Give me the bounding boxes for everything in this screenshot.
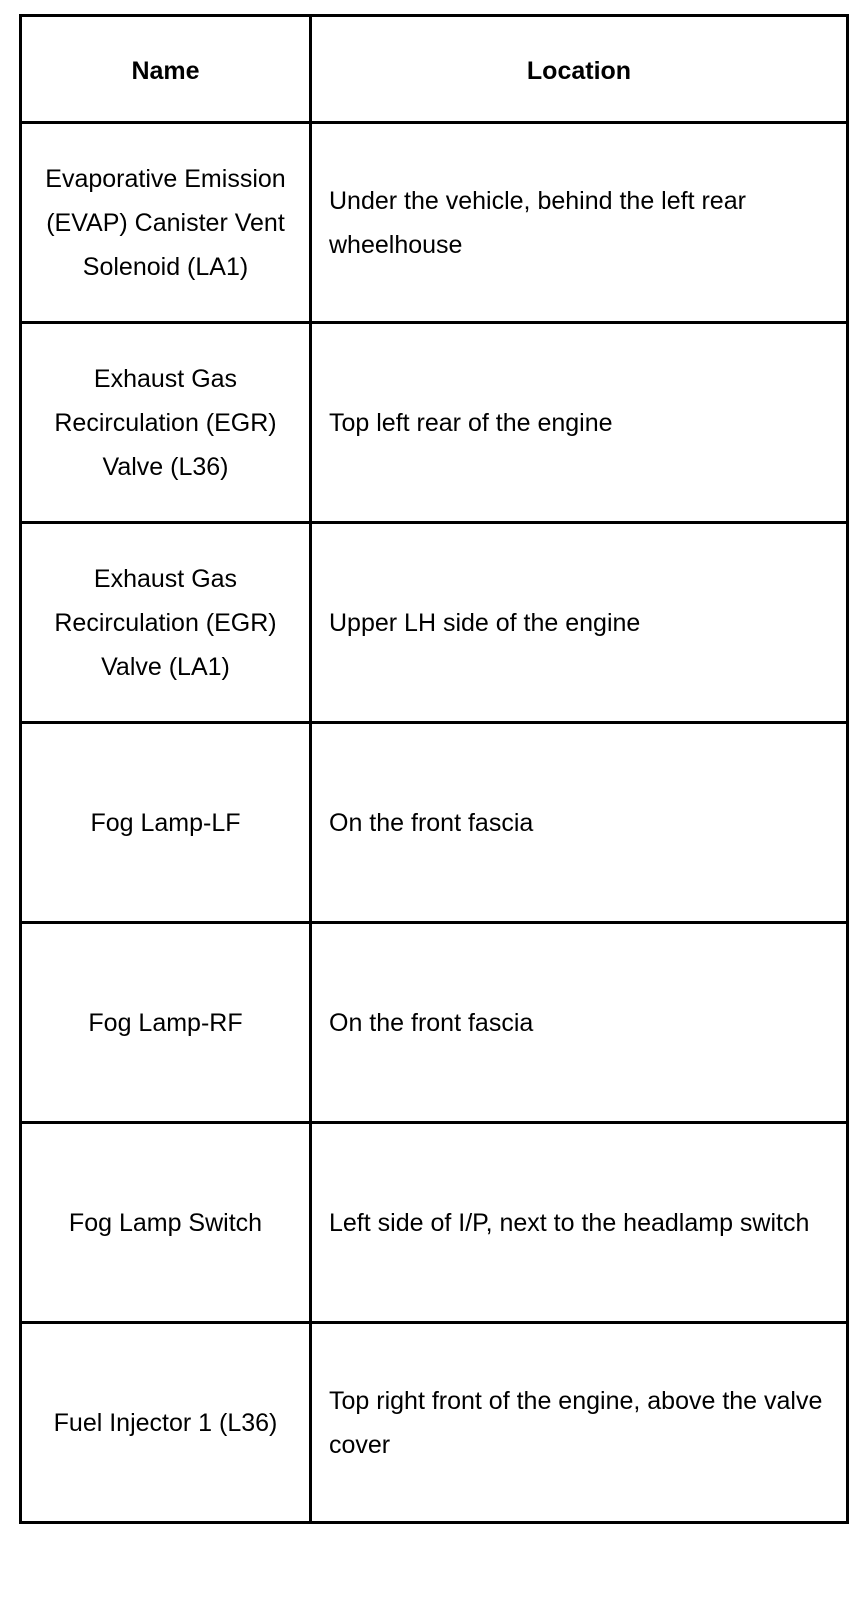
- table-row: [21, 123, 848, 323]
- component-location-cell: Left side of I/P, next to the headlamp switch: [311, 1123, 848, 1323]
- component-location-cell: On the front fascia: [311, 723, 848, 923]
- component-name-cell: Fog Lamp Switch: [21, 1123, 311, 1323]
- component-name-cell: Fog Lamp-LF: [21, 723, 311, 923]
- table-row: [21, 1123, 848, 1323]
- component-name-cell: Exhaust Gas Recirculation (EGR) Valve (L36): [21, 323, 311, 523]
- component-location-cell: Top right front of the engine, above the valve cover: [311, 1323, 848, 1523]
- table-header: [21, 16, 848, 123]
- table-row: [21, 723, 848, 923]
- component-location-cell: On the front fascia: [311, 923, 848, 1123]
- table-body: [21, 123, 848, 1523]
- component-location-cell: Under the vehicle, behind the left rear wheelhouse: [311, 123, 848, 323]
- header-row: [21, 16, 848, 123]
- component-location-table: [19, 14, 849, 1524]
- component-location-cell: Upper LH side of the engine: [311, 523, 848, 723]
- component-name-cell: Fuel Injector 1 (L36): [21, 1323, 311, 1523]
- component-name-cell: Evaporative Emission (EVAP) Canister Vent Solenoid (LA1): [21, 123, 311, 323]
- component-name-cell: Exhaust Gas Recirculation (EGR) Valve (LA1): [21, 523, 311, 723]
- table-row: [21, 1323, 848, 1523]
- table-row: [21, 523, 848, 723]
- name-column-header: Name: [21, 16, 311, 123]
- table-row: [21, 923, 848, 1123]
- location-column-header: Location: [311, 16, 848, 123]
- component-location-cell: Top left rear of the engine: [311, 323, 848, 523]
- component-name-cell: Fog Lamp-RF: [21, 923, 311, 1123]
- table-row: [21, 323, 848, 523]
